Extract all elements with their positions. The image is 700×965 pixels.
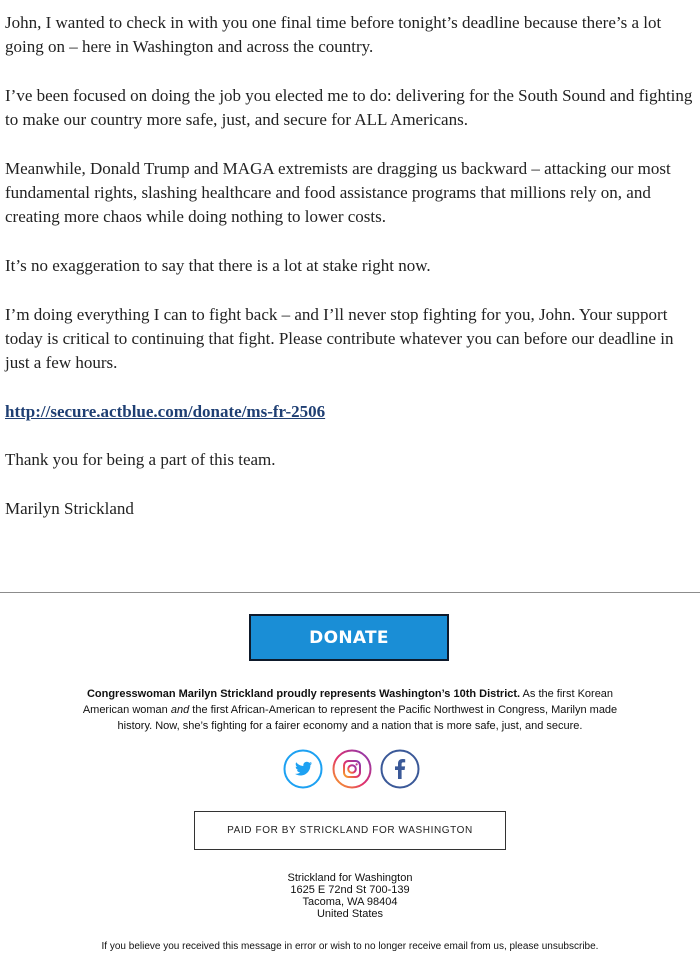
unsubscribe-note[interactable]: If you believe you received this message in error or wish to no longer receive email from us, please unsubscribe. — [101, 941, 599, 952]
body-paragraph: I’m doing everything I can to fight back – and I’ll never stop fighting for you, John. Your support today is critical to continuing that fight. Please contribute whatever you can before our deadline in just a few hours. — [5, 305, 674, 372]
about-italic-text: and — [170, 704, 190, 716]
mailing-address — [200, 872, 500, 920]
instagram-icon — [332, 749, 372, 789]
address-city: Tacoma, WA 98404 — [302, 896, 398, 908]
body-paragraph: I’ve been focused on doing the job you elected me to do: delivering for the South Sound and fighting to make our country more safe, just, and secure for ALL Americans. — [5, 86, 693, 129]
facebook-icon — [380, 749, 420, 789]
address-org: Strickland for Washington — [287, 872, 413, 884]
donate-button[interactable]: DONATE — [249, 614, 449, 661]
address-country: United States — [316, 908, 384, 920]
about-text-1: As the first Korean American woman — [82, 688, 614, 716]
address-street: 1625 E 72nd St 700-139 — [290, 884, 410, 896]
twitter-icon — [283, 749, 323, 789]
about-bold-text: Congresswoman Marilyn Strickland proudly represents Washington’s 10th District. — [86, 688, 521, 700]
facebook-link[interactable] — [380, 749, 420, 789]
donation-link[interactable]: http://secure.actblue.com/donate/ms-fr-2506 — [5, 402, 326, 421]
social-links — [283, 749, 421, 791]
about-blurb — [70, 686, 630, 734]
signature: Marilyn Strickland — [5, 499, 134, 518]
paid-for-disclaimer — [194, 811, 506, 850]
body-paragraph: John, I wanted to check in with you one final time before tonight’s deadline because there’s a lot going on – here in Washington and across the country. — [5, 13, 662, 56]
about-text-2: the first African-American to represent the Pacific Northwest in Congress, Marilyn made history. Now, she’s fighting for a fairer economy and a nation that is more safe, just, and secure. — [117, 704, 618, 732]
instagram-link[interactable] — [332, 749, 372, 789]
thanks-paragraph: Thank you for being a part of this team. — [5, 450, 276, 469]
donation-link-paragraph — [5, 400, 693, 424]
twitter-link[interactable] — [283, 749, 323, 789]
footer-divider — [0, 592, 700, 593]
body-paragraph: It’s no exaggeration to say that there is a lot at stake right now. — [5, 256, 431, 275]
body-paragraph: Meanwhile, Donald Trump and MAGA extremists are dragging us backward – attacking our most fundamental rights, slashing healthcare and food assistance programs that millions rely on, and creating more chaos while doing nothing to lower costs. — [5, 159, 671, 226]
paid-for-text: PAID FOR BY STRICKLAND FOR WASHINGTON — [227, 825, 473, 836]
